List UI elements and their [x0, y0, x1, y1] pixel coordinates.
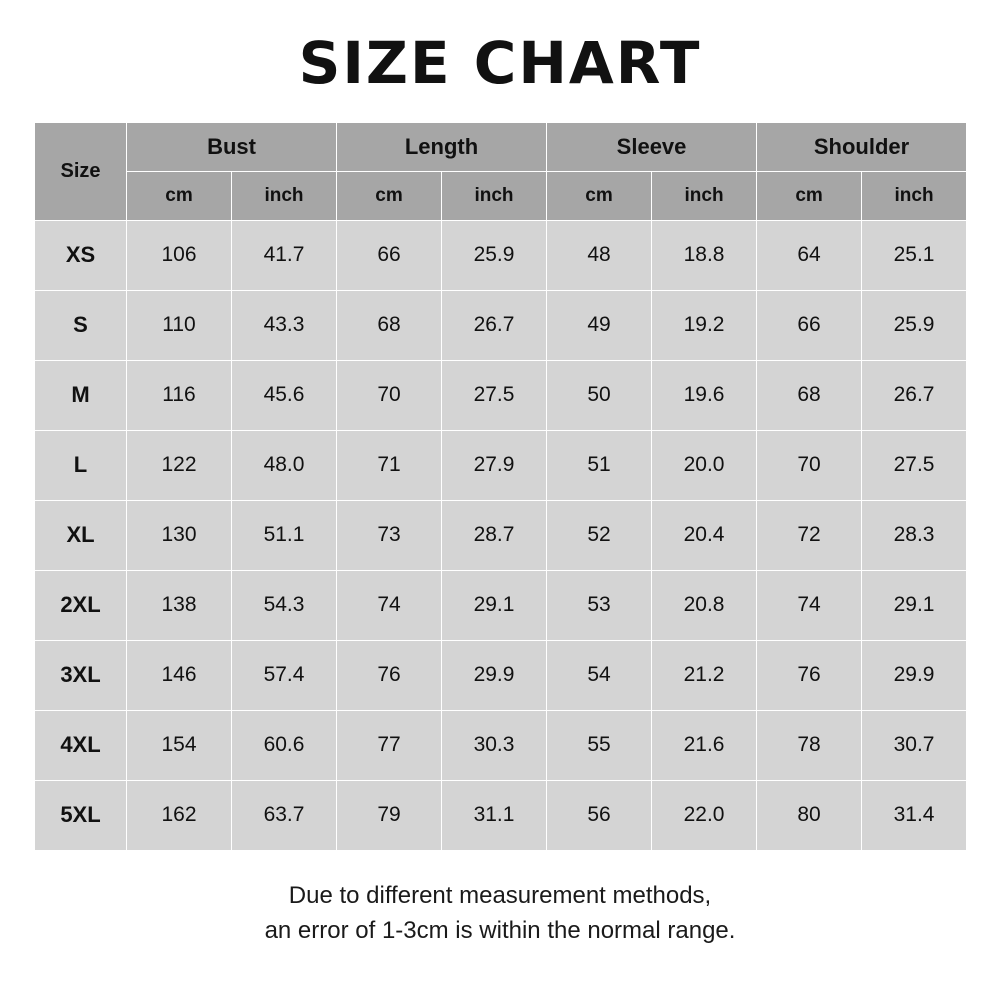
cell-length-inch: 27.9 — [442, 430, 547, 500]
cell-size: 2XL — [35, 570, 127, 640]
size-chart-table-wrapper — [34, 122, 966, 851]
cell-bust-inch: 57.4 — [232, 640, 337, 710]
table-row — [35, 290, 967, 360]
cell-shoulder-cm: 74 — [757, 570, 862, 640]
cell-shoulder-inch: 31.4 — [862, 780, 967, 850]
cell-shoulder-inch: 26.7 — [862, 360, 967, 430]
cell-sleeve-inch: 20.4 — [652, 500, 757, 570]
cell-bust-inch: 51.1 — [232, 500, 337, 570]
header-row-groups — [35, 122, 967, 171]
cell-size: 5XL — [35, 780, 127, 850]
table-row — [35, 570, 967, 640]
cell-length-cm: 74 — [337, 570, 442, 640]
cell-bust-cm: 138 — [127, 570, 232, 640]
cell-length-cm: 68 — [337, 290, 442, 360]
header-unit-sleeve-inch: inch — [652, 171, 757, 220]
cell-bust-cm: 122 — [127, 430, 232, 500]
cell-length-cm: 77 — [337, 710, 442, 780]
header-size: Size — [35, 122, 127, 220]
cell-size: XS — [35, 220, 127, 290]
measurement-note-line-1: Due to different measurement methods, — [288, 881, 712, 909]
cell-shoulder-cm: 66 — [757, 290, 862, 360]
header-group-bust: Bust — [127, 122, 337, 171]
cell-shoulder-cm: 80 — [757, 780, 862, 850]
cell-size: XL — [35, 500, 127, 570]
table-row — [35, 220, 967, 290]
cell-sleeve-cm: 56 — [547, 780, 652, 850]
cell-length-inch: 26.7 — [442, 290, 547, 360]
cell-length-cm: 66 — [337, 220, 442, 290]
cell-length-inch: 29.1 — [442, 570, 547, 640]
cell-bust-inch: 45.6 — [232, 360, 337, 430]
size-chart-table — [34, 122, 967, 851]
cell-shoulder-cm: 76 — [757, 640, 862, 710]
page-title: SIZE CHART — [298, 29, 702, 97]
cell-length-cm: 70 — [337, 360, 442, 430]
table-row — [35, 430, 967, 500]
cell-bust-cm: 146 — [127, 640, 232, 710]
cell-bust-cm: 154 — [127, 710, 232, 780]
cell-bust-cm: 106 — [127, 220, 232, 290]
cell-bust-inch: 63.7 — [232, 780, 337, 850]
cell-size: M — [35, 360, 127, 430]
table-header — [35, 122, 967, 220]
cell-size: S — [35, 290, 127, 360]
cell-sleeve-inch: 19.6 — [652, 360, 757, 430]
header-row-units — [35, 171, 967, 220]
cell-shoulder-inch: 25.9 — [862, 290, 967, 360]
table-body — [35, 220, 967, 850]
cell-length-inch: 30.3 — [442, 710, 547, 780]
cell-length-cm: 71 — [337, 430, 442, 500]
cell-bust-cm: 130 — [127, 500, 232, 570]
cell-sleeve-inch: 22.0 — [652, 780, 757, 850]
measurement-note — [265, 879, 736, 949]
cell-bust-cm: 162 — [127, 780, 232, 850]
cell-bust-inch: 54.3 — [232, 570, 337, 640]
cell-length-inch: 31.1 — [442, 780, 547, 850]
cell-shoulder-cm: 78 — [757, 710, 862, 780]
cell-sleeve-cm: 49 — [547, 290, 652, 360]
cell-length-inch: 28.7 — [442, 500, 547, 570]
cell-bust-inch: 60.6 — [232, 710, 337, 780]
cell-length-inch: 29.9 — [442, 640, 547, 710]
header-group-length: Length — [337, 122, 547, 171]
cell-sleeve-inch: 21.6 — [652, 710, 757, 780]
cell-length-inch: 27.5 — [442, 360, 547, 430]
cell-sleeve-inch: 21.2 — [652, 640, 757, 710]
cell-shoulder-inch: 25.1 — [862, 220, 967, 290]
cell-sleeve-cm: 50 — [547, 360, 652, 430]
cell-size: 4XL — [35, 710, 127, 780]
header-unit-bust-inch: inch — [232, 171, 337, 220]
table-row — [35, 710, 967, 780]
cell-shoulder-inch: 28.3 — [862, 500, 967, 570]
header-unit-sleeve-cm: cm — [547, 171, 652, 220]
cell-sleeve-cm: 52 — [547, 500, 652, 570]
header-group-sleeve: Sleeve — [547, 122, 757, 171]
header-unit-shoulder-cm: cm — [757, 171, 862, 220]
cell-sleeve-cm: 54 — [547, 640, 652, 710]
cell-bust-inch: 41.7 — [232, 220, 337, 290]
header-unit-bust-cm: cm — [127, 171, 232, 220]
cell-shoulder-cm: 68 — [757, 360, 862, 430]
cell-length-inch: 25.9 — [442, 220, 547, 290]
table-row — [35, 780, 967, 850]
cell-sleeve-inch: 20.0 — [652, 430, 757, 500]
cell-sleeve-cm: 53 — [547, 570, 652, 640]
cell-bust-inch: 48.0 — [232, 430, 337, 500]
cell-shoulder-inch: 29.9 — [862, 640, 967, 710]
cell-shoulder-cm: 70 — [757, 430, 862, 500]
cell-sleeve-inch: 19.2 — [652, 290, 757, 360]
table-row — [35, 360, 967, 430]
cell-length-cm: 79 — [337, 780, 442, 850]
cell-sleeve-cm: 51 — [547, 430, 652, 500]
header-unit-shoulder-inch: inch — [862, 171, 967, 220]
cell-shoulder-inch: 29.1 — [862, 570, 967, 640]
header-unit-length-inch: inch — [442, 171, 547, 220]
cell-shoulder-cm: 64 — [757, 220, 862, 290]
table-row — [35, 500, 967, 570]
cell-sleeve-cm: 55 — [547, 710, 652, 780]
cell-bust-cm: 116 — [127, 360, 232, 430]
cell-length-cm: 76 — [337, 640, 442, 710]
cell-bust-inch: 43.3 — [232, 290, 337, 360]
cell-length-cm: 73 — [337, 500, 442, 570]
cell-sleeve-inch: 20.8 — [652, 570, 757, 640]
cell-sleeve-inch: 18.8 — [652, 220, 757, 290]
header-unit-length-cm: cm — [337, 171, 442, 220]
header-group-shoulder: Shoulder — [757, 122, 967, 171]
table-row — [35, 640, 967, 710]
measurement-note-line-2: an error of 1-3cm is within the normal range. — [264, 916, 736, 944]
cell-size: L — [35, 430, 127, 500]
cell-bust-cm: 110 — [127, 290, 232, 360]
cell-sleeve-cm: 48 — [547, 220, 652, 290]
cell-shoulder-inch: 30.7 — [862, 710, 967, 780]
cell-shoulder-inch: 27.5 — [862, 430, 967, 500]
cell-size: 3XL — [35, 640, 127, 710]
cell-shoulder-cm: 72 — [757, 500, 862, 570]
